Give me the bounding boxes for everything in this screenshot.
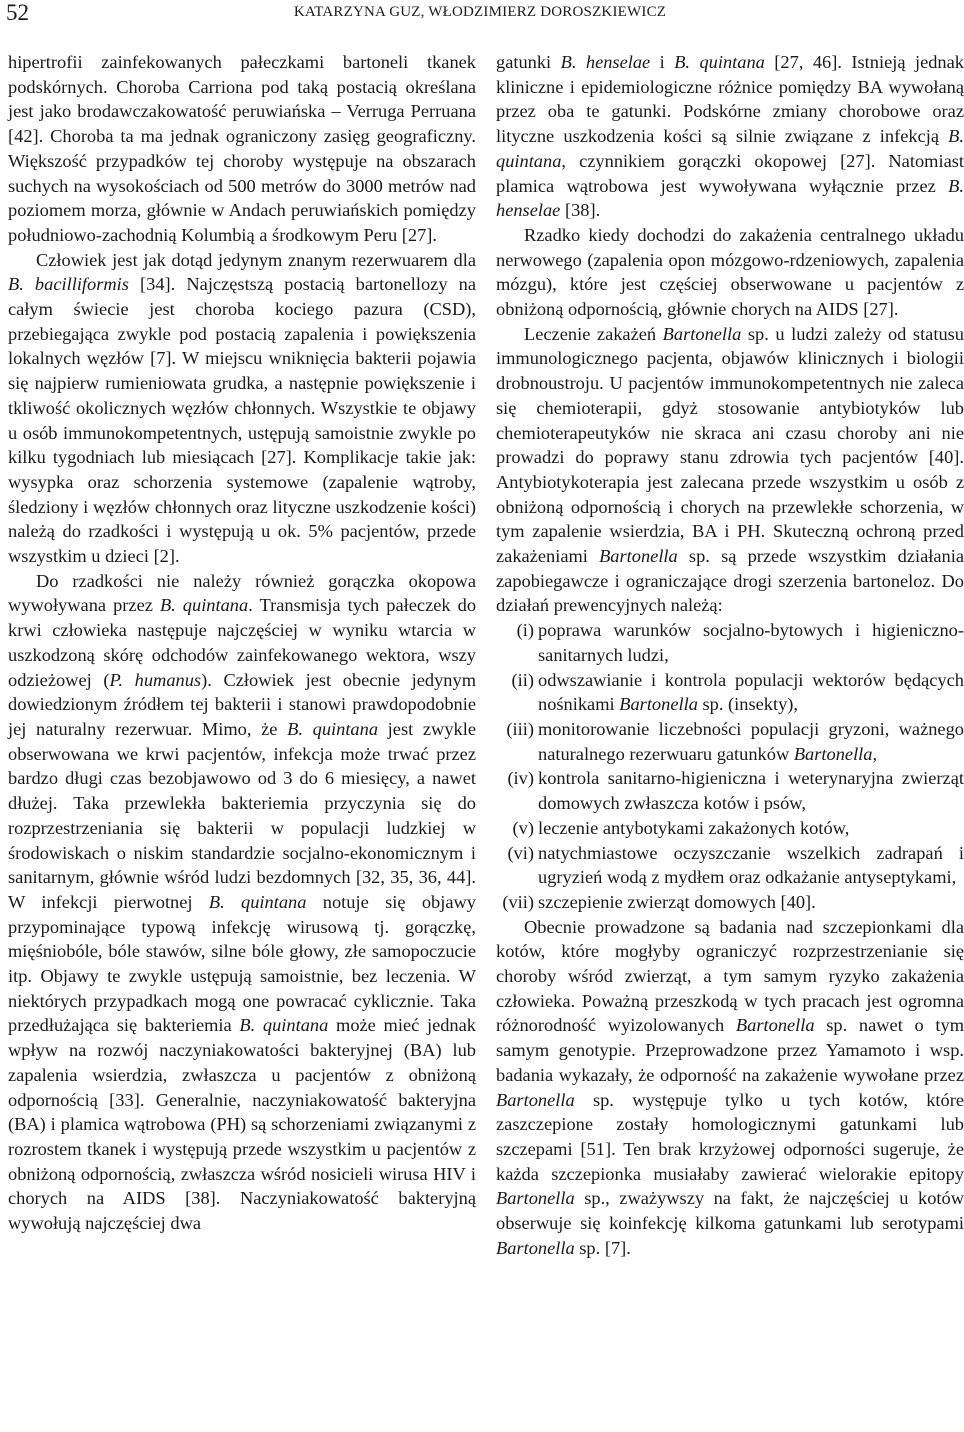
left-paragraph-3: Do rzadkości nie należy również gorączka okopowa wywoływana przez B. quintana. Transmisja tych pałeczek do krwi człowieka następuje najczęściej w wyniku wtarcia w uszkodzoną skórę odchodów zainfekowanego wektora, wszy odzieżowej (P. humanus). Człowiek jest obecnie jedynym dowiedzionym źródłem tej bakterii i stanowi prawdopodobnie jej naturalny rezerwuar. Mimo, że B. quintana jest zwykle obserwowana we krwi pacjentów, infekcja może trwać przez bardzo długi czas bezobjawowo od 3 do 6 miesięcy, a nawet dłużej. Taka przewlekła bakteriemia przyczynia się do rozprzestrzeniania się bakterii w populacji ludzkiej w środowiskach o niskim standardzie socjalno-ekonomicznym i sanitarnym, głównie wśród ludzi bezdomnych [32, 35, 36, 44]. W infekcji pierwotnej B. quintana notuje się objawy przypominające typową infekcję wirusową tj. gorączkę, mięśniobóle, bóle stawów, silne bóle głowy, złe samopoczucie itp. Objawy te zwykle ustępują samoistnie, bez leczenia. W niektórych przypadkach mogą one powracać cyklicznie. Taka przedłużająca się bakteriemia B. quintana może mieć jednak wpływ na rozwój naczyniakowatości bakteryjnej (BA) lub zapalenia wsierdzia, zwłaszcza u pacjentów z obniżoną odpornością [33]. Generalnie, naczyniakowatość bakteryjna (BA) i plamica wątrobowa (PH) są schorzeniami związanymi z rozrostem tkanek i występują przede wszystkim u pacjentów z obniżoną odpornością, zwłaszcza wśród nosicieli wirusa HIV i chorych na AIDS [38]. Naczyniakowatość bakteryjną wywołują najczęściej dwa — [8, 570, 477, 1234]
list-marker: (iv) — [507, 768, 534, 789]
right-paragraph-3: Leczenie zakażeń Bartonella sp. u ludzi zależy od statusu immunologicznego pacjenta, objawów klinicznych i biologii drobnoustroju. U pacjentów immunokompetentnych nie zaleca się chemioterapii, gdyż stosowanie antybiotyków lub chemioterapeutyków nie skraca ani czasu choroby ani nie prowadzi do poprawy stanu zdrowia tych pacjentów [40]. Antybiotykoterapia jest zalecana przede wszystkim u osób z obniżoną odpornością i chorych na przewlekłe schorzenia, w tym zapalenie wsierdzia, BA i PH. Skuteczną ochroną przed zakażeniami Bartonella sp. są przede wszystkim działania zapobiegawcze i ograniczające drogi szerzenia bartoneloz. Do działań prewencyjnych należą: — [496, 323, 964, 616]
right-paragraph-1: gatunki B. henselae i B. quintana [27, 46]. Istnieją jednak kliniczne i epidemiologiczne różnice pomiędzy BA wywołaną przez oba te gatunki. Podskórne zmiany chorobowe oraz lityczne uszkodzenia kości są silnie związane z infekcją B. quintana, czynnikiem gorączki okopowej [27]. Natomiast plamica wątrobowa jest wywoływana wyłącznie przez B. henselae [38]. — [496, 52, 964, 221]
list-marker: (vii) — [502, 891, 534, 912]
list-item: (vi) natychmiastowe oczyszczanie wszelkich zadrapań i ugryzień wodą z mydłem oraz odkażanie antyseptykami, — [496, 841, 964, 890]
list-marker: (ii) — [511, 669, 534, 690]
list-marker: (i) — [516, 620, 534, 641]
left-paragraph-2: Człowiek jest jak dotąd jedynym znanym rezerwuarem dla B. bacilliformis [34]. Najczęstszą postacią bartonellozy na całym świecie jest choroba kociego pazura (CSD), przebiegająca zwykle pod postacią zapalenia i powiększenia lokalnych węzłów [7]. W miejscu wniknięcia bakterii pojawia się najpierw rumieniowata grudka, a następnie powiększenie i tkliwość okolicznych węzłów chłonnych. Wszystkie te objawy u osób immunokompetentnych, ustępują samoistnie zwykle po kilku tygodniach lub miesiącach [27]. Komplikacje takie jak: wysypka oraz schorzenia systemowe (zapalenie wątroby, śledziony i węzłów chłonnych oraz lityczne uszkodzenie kości) należą do rzadkości i występują u ok. 5% pacjentów, przede wszystkim u dzieci [2]. — [8, 249, 476, 567]
right-paragraph-2: Rzadko kiedy dochodzi do zakażenia centralnego układu nerwowego (zapalenia opon mózgowo-rdzeniowych, zapalenia mózgu), które jest częściej obserwowane u pacjentów z obniżoną odpornością, głównie chorych na AIDS [27]. — [496, 224, 964, 320]
list-item: (vii) szczepienie zwierząt domowych [40]. — [496, 890, 964, 915]
right-paragraph-4: Obecnie prowadzone są badania nad szczepionkami dla kotów, które mogłyby ograniczyć rozprzestrzenianie się choroby wśród zwierząt, a tym samym ryzyko zakażenia człowieka. Poważną przeszkodą w tych pracach jest ogromna różnorodność wyizolowanych Bartonella sp. nawet o tym samym genotypie. Przeprowadzone przez Yamamoto i wsp. badania wykazały, że odporność na zakażenie wywołane przez Bartonella sp. występuje tylko u tych kotów, które zaszczepione zostały homologicznymi gatunkami lub szczepami [51]. Ten brak krzyżowej odporności sugeruje, że każda szczepionka musiałaby zawierać wielorakie epitopy Bartonella sp., zważywszy na fakt, że najczęściej u kotów obserwuje się koinfekcję kilkoma gatunkami lub serotypami Bartonella sp. [7]. — [496, 916, 964, 1258]
left-column — [8, 50, 476, 1236]
list-item: (iv) kontrola sanitarno-higieniczna i weterynaryjna zwierząt domowych zwłaszcza kotów i psów, — [496, 766, 964, 815]
list-marker: (vi) — [507, 842, 534, 863]
list-marker: (v) — [512, 817, 534, 838]
right-column — [496, 50, 964, 1260]
list-item: (i) poprawa warunków socjalno-bytowych i higieniczno-sanitarnych ludzi, — [496, 618, 964, 667]
list-item: (ii) odwszawianie i kontrola populacji wektorów będących nośnikami Bartonella sp. (insekty), — [496, 668, 964, 717]
page-number: 52 — [6, 0, 29, 25]
running-head: KATARZYNA GUZ, WŁODZIMIERZ DOROSZKIEWICZ — [293, 4, 667, 20]
list-marker: (iii) — [506, 718, 534, 739]
list-item: (iii) monitorowanie liczebności populacji gryzoni, ważnego naturalnego rezerwuaru gatunków Bartonella, — [496, 717, 964, 766]
prevention-list — [496, 618, 964, 914]
list-item: (v) leczenie antybotykami zakażonych kotów, — [496, 816, 964, 841]
page-header — [0, 0, 960, 30]
left-paragraph-1: hipertrofii zainfekowanych pałeczkami bartoneli tkanek podskórnych. Choroba Carriona pod taką postacią określana jest jako brodawczakowatość peruwiańska – Verruga Perruana [42]. Choroba ta ma jednak ograniczony zasięg geograficzny. Większość przypadków tej choroby występuje na obszarach suchych na wysokościach od 500 metrów do 3000 metrów nad poziomem morza, głównie w Andach peruwiańskich pomiędzy południowo-zachodnią Kolumbią a środkowym Peru [27]. — [8, 52, 476, 245]
